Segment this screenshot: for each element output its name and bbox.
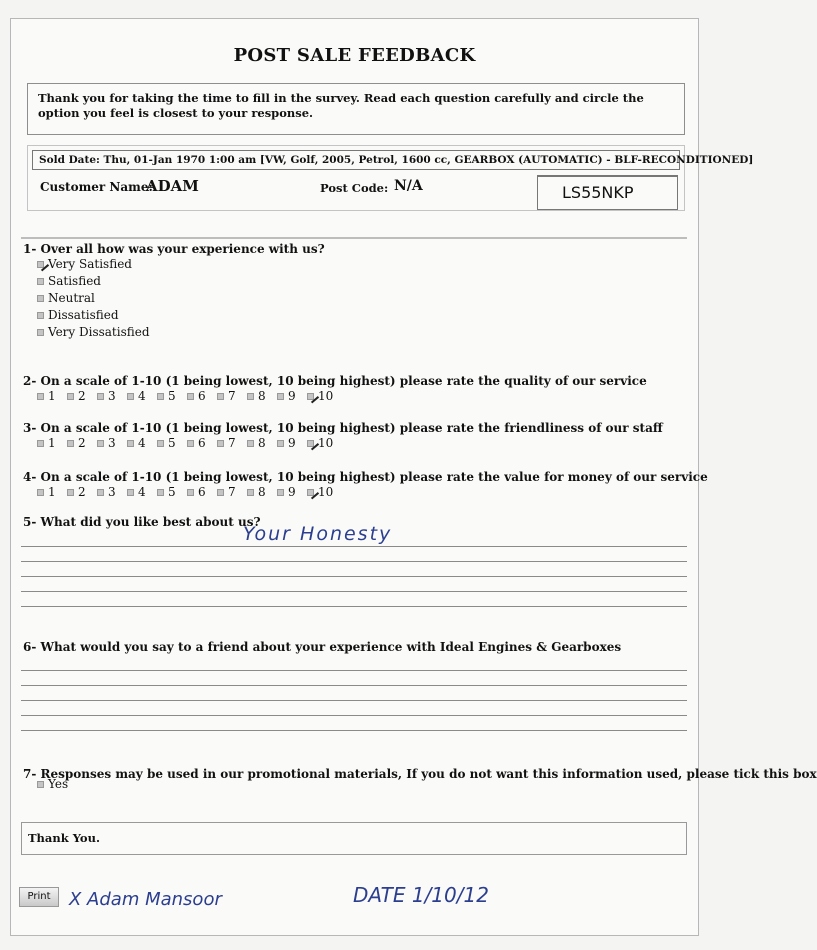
option-label: Neutral	[48, 291, 95, 305]
checkbox-checked-icon[interactable]	[307, 489, 314, 496]
checkbox-icon[interactable]	[157, 489, 164, 496]
sold-date-line: Sold Date: Thu, 01-Jan 1970 1:00 am [VW, Golf, 2005, Petrol, 1600 cc, GEARBOX (AUTOMATIC) - BLF-RECONDITIONED]	[32, 150, 680, 170]
option-label: Very Satisfied	[48, 257, 132, 271]
q7-option-yes[interactable]	[37, 776, 68, 793]
question-3: 3- On a scale of 1-10 (1 being lowest, 10 being highest) please rate the friendliness of our staff	[23, 421, 663, 435]
option-label: 3	[108, 389, 116, 403]
checkbox-icon[interactable]	[157, 393, 164, 400]
option-label: 4	[138, 436, 146, 450]
option-label: 6	[198, 389, 206, 403]
q2-option-9[interactable]	[277, 389, 307, 403]
option-label: 7	[228, 485, 236, 499]
option-label: 2	[78, 436, 86, 450]
handwritten-date: DATE 1/10/12	[353, 883, 489, 907]
q3-option-9[interactable]	[277, 436, 307, 450]
q1-option-3[interactable]	[37, 290, 150, 307]
q4-option-1[interactable]	[37, 485, 67, 499]
option-label: 10	[318, 436, 334, 450]
option-label: 8	[258, 436, 266, 450]
q2-option-2[interactable]	[67, 389, 97, 403]
option-label: 4	[138, 485, 146, 499]
checkbox-icon[interactable]	[37, 393, 44, 400]
option-label: 5	[168, 389, 176, 403]
print-button[interactable]: Print	[19, 887, 59, 907]
checkbox-icon[interactable]	[277, 440, 284, 447]
checkbox-icon[interactable]	[277, 489, 284, 496]
checkbox-icon[interactable]	[127, 440, 134, 447]
option-label: 3	[108, 436, 116, 450]
checkbox-icon[interactable]	[217, 440, 224, 447]
question-5: 5- What did you like best about us?	[23, 515, 261, 529]
checkbox-checked-icon[interactable]	[307, 440, 314, 447]
option-label: 2	[78, 389, 86, 403]
q1-options	[37, 256, 150, 341]
q2-option-10[interactable]	[307, 389, 337, 403]
q3-option-4[interactable]	[127, 436, 157, 450]
q7-option-label: Yes	[48, 777, 69, 791]
q3-option-2[interactable]	[67, 436, 97, 450]
option-label: 6	[198, 436, 206, 450]
customer-name-value: ADAM	[146, 177, 199, 195]
feedback-form	[10, 18, 817, 936]
customer-name-label: Customer Name:	[40, 180, 153, 194]
checkbox-icon[interactable]	[37, 781, 44, 788]
registration-field[interactable]: LS55NKP	[537, 175, 678, 210]
q4-option-6[interactable]	[187, 485, 217, 499]
q4-option-8[interactable]	[247, 485, 277, 499]
q3-option-3[interactable]	[97, 436, 127, 450]
q1-option-4[interactable]	[37, 307, 150, 324]
q3-option-5[interactable]	[157, 436, 187, 450]
option-label: 8	[258, 485, 266, 499]
option-label: 1	[48, 485, 56, 499]
checkbox-icon[interactable]	[247, 489, 254, 496]
checkbox-icon[interactable]	[187, 440, 194, 447]
form-title: POST SALE FEEDBACK	[233, 45, 476, 66]
checkbox-icon[interactable]	[187, 393, 194, 400]
checkbox-icon[interactable]	[67, 489, 74, 496]
q4-option-9[interactable]	[277, 485, 307, 499]
question-4: 4- On a scale of 1-10 (1 being lowest, 10 being highest) please rate the value for money of our service	[23, 470, 708, 484]
thank-you-box: Thank You.	[21, 822, 687, 855]
question-7: 7- Responses may be used in our promotional materials, If you do not want this information used, please tick this box	[23, 767, 817, 781]
q6-answer-lines[interactable]	[21, 670, 687, 745]
q1-option-2[interactable]	[37, 273, 150, 290]
q1-option-5[interactable]	[37, 324, 150, 341]
checkbox-icon[interactable]	[37, 329, 44, 336]
option-label: 5	[168, 436, 176, 450]
q3-option-7[interactable]	[217, 436, 247, 450]
section-divider	[21, 237, 687, 239]
q2-option-4[interactable]	[127, 389, 157, 403]
checkbox-icon[interactable]	[97, 440, 104, 447]
q3-scale	[37, 436, 337, 450]
q2-scale	[37, 389, 337, 403]
checkbox-icon[interactable]	[97, 393, 104, 400]
checkbox-icon[interactable]	[217, 489, 224, 496]
sale-info-box	[27, 145, 754, 211]
q2-option-3[interactable]	[97, 389, 127, 403]
q2-option-7[interactable]	[217, 389, 247, 403]
q3-option-1[interactable]	[37, 436, 67, 450]
q7-options	[37, 776, 68, 793]
checkbox-icon[interactable]	[247, 393, 254, 400]
q4-option-4[interactable]	[127, 485, 157, 499]
checkbox-checked-icon[interactable]	[37, 261, 44, 268]
post-code-label: Post Code:	[320, 181, 389, 195]
option-label: 9	[288, 485, 296, 499]
q2-option-8[interactable]	[247, 389, 277, 403]
q3-option-10[interactable]	[307, 436, 337, 450]
option-label: 9	[288, 389, 296, 403]
q4-scale	[37, 485, 337, 499]
checkbox-icon[interactable]	[67, 440, 74, 447]
q4-option-5[interactable]	[157, 485, 187, 499]
option-label: 3	[108, 485, 116, 499]
checkbox-icon[interactable]	[37, 312, 44, 319]
checkbox-icon[interactable]	[127, 489, 134, 496]
checkbox-icon[interactable]	[247, 440, 254, 447]
q5-answer-lines[interactable]	[21, 546, 687, 621]
option-label: 1	[48, 389, 56, 403]
checkbox-icon[interactable]	[67, 393, 74, 400]
q4-option-2[interactable]	[67, 485, 97, 499]
option-label: 9	[288, 436, 296, 450]
q5-handwritten-answer: Your Honesty	[243, 523, 393, 545]
option-label: Very Dissatisfied	[48, 325, 150, 339]
checkbox-icon[interactable]	[37, 489, 44, 496]
checkbox-icon[interactable]	[127, 393, 134, 400]
option-label: 6	[198, 485, 206, 499]
checkbox-icon[interactable]	[97, 489, 104, 496]
q2-option-1[interactable]	[37, 389, 67, 403]
checkbox-icon[interactable]	[187, 489, 194, 496]
q2-option-5[interactable]	[157, 389, 187, 403]
option-label: 8	[258, 389, 266, 403]
option-label: Satisfied	[48, 274, 101, 288]
question-1: 1- Over all how was your experience with us?	[23, 242, 325, 256]
checkbox-icon[interactable]	[37, 295, 44, 302]
q3-option-8[interactable]	[247, 436, 277, 450]
intro-box: Thank you for taking the time to fill in the survey. Read each question carefully and circle the option you feel is closest to your response.	[27, 83, 685, 135]
option-label: 10	[318, 485, 334, 499]
option-label: 7	[228, 389, 236, 403]
option-label: 10	[318, 389, 334, 403]
option-label: 4	[138, 389, 146, 403]
q4-option-10[interactable]	[307, 485, 337, 499]
option-label: 5	[168, 485, 176, 499]
checkbox-icon[interactable]	[217, 393, 224, 400]
checkbox-checked-icon[interactable]	[307, 393, 314, 400]
question-2: 2- On a scale of 1-10 (1 being lowest, 10 being highest) please rate the quality of our service	[23, 374, 647, 388]
checkbox-icon[interactable]	[157, 440, 164, 447]
handwritten-signature: X Adam Mansoor	[69, 889, 222, 910]
checkbox-icon[interactable]	[277, 393, 284, 400]
q3-option-6[interactable]	[187, 436, 217, 450]
option-label: 2	[78, 485, 86, 499]
q2-option-6[interactable]	[187, 389, 217, 403]
post-code-value: N/A	[394, 178, 423, 194]
checkbox-icon[interactable]	[37, 440, 44, 447]
checkbox-icon[interactable]	[37, 278, 44, 285]
q1-option-1[interactable]	[37, 256, 150, 273]
option-label: 7	[228, 436, 236, 450]
q4-option-3[interactable]	[97, 485, 127, 499]
option-label: Dissatisfied	[48, 308, 119, 322]
option-label: 1	[48, 436, 56, 450]
q4-option-7[interactable]	[217, 485, 247, 499]
question-6: 6- What would you say to a friend about your experience with Ideal Engines & Gearboxes	[23, 640, 622, 654]
